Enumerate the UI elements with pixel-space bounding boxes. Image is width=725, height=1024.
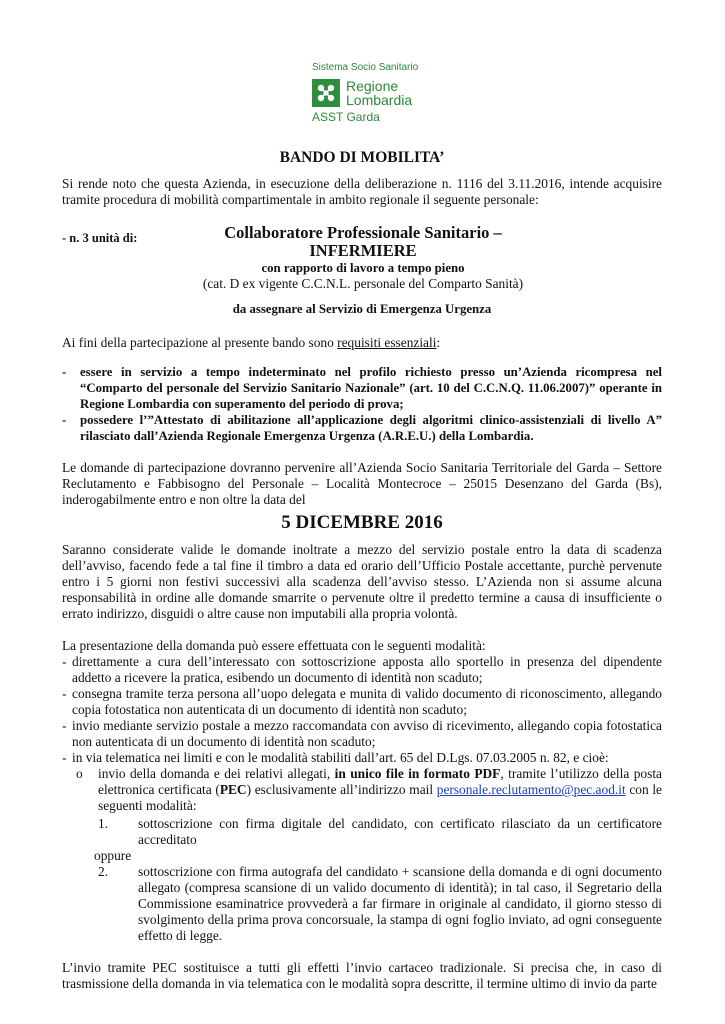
modalities-list xyxy=(62,654,662,766)
lombardia-rose-icon xyxy=(312,79,340,107)
requirements-lead: Ai fini della partecipazione al presente bando sono requisiti essenziali: xyxy=(62,335,441,350)
postal-paragraph: Saranno considerate valide le domande inoltrate a mezzo del servizio postale entro la data di scadenza dell’avviso, facendo fede a tal fine il timbro a data ed orario dell’Ufficio Postale accettante, purchè pervenute entro i 5 giorni non festivi successivi alla scadenza dell’avviso stesso. L’Azienda non si assume alcuna responsabilità in ordine alle domande smarrite o pervenute oltre il predetto termine a causa di insufficiente o errato indirizzo, disguidi o altre cause non imputabili alla propria volontà. xyxy=(62,542,662,621)
deadline-intro: Le domande di partecipazione dovranno pervenire all’Azienda Socio Sanitaria Territoriale del Garda – Settore Reclutamento e Fabbisogno del Personale – Località Montecroce – 25015 Desenzano del Garda (Bs), inderogabilmente entro e non oltre la data del xyxy=(62,460,662,507)
option-item: 1. sottoscrizione con firma digitale del candidato, con certificato rilasciato da un certificatore accreditato xyxy=(98,816,662,847)
regione-lombardia-logo xyxy=(312,62,442,124)
role-title: Collaboratore Professionale Sanitario – INFERMIERE xyxy=(224,223,502,260)
document-body xyxy=(62,150,662,992)
pec-email-link[interactable]: personale.reclutamento@pec.aod.it xyxy=(436,782,626,797)
pec-item: o invio della domanda e dei relativi allegati, in unico file in formato PDF, tramite l’utilizzo della posta elettronica certificata (PEC) esclusivamente all’indirizzo mail personale.reclutamento@pec.aod.it con le seguenti modalità: xyxy=(76,766,663,813)
asst-label: ASST Garda xyxy=(312,110,380,124)
contract-type: con rapporto di lavoro a tempo pieno xyxy=(261,261,465,275)
system-label: Sistema Socio Sanitario xyxy=(312,62,419,73)
requirements-underlined: requisiti essenziali xyxy=(337,335,437,350)
list-item: - possedere l’”Attestato di abilitazione all’applicazione degli algoritmi clinico-assistenziali di livello A” rilasciato dall’Azienda Regionale Emergenza Urgenza (A.R.E.U.) della Lombardia. xyxy=(62,412,662,444)
units-label: - n. 3 unità di: xyxy=(62,231,138,245)
assignment-line: da assegnare al Servizio di Emergenza Urgenza xyxy=(232,302,492,316)
circle-bullet: o xyxy=(76,766,83,781)
list-item: - consegna tramite terza persona all’uopo delegata e munita di valido documento di riconoscimento, allegando copia fotostatica non autenticata di un documento di identità non scaduto; xyxy=(62,686,662,718)
category-line: (cat. D ex vigente C.C.N.L. personale del Comparto Sanità) xyxy=(202,276,524,291)
list-item: - direttamente a cura dell’interessato con sottoscrizione apposta allo sportello in presenza del dipendente addetto a ricevere la pratica, esibendo un documento di identità non scaduto; xyxy=(62,654,662,686)
page-title: BANDO DI MOBILITA’ xyxy=(279,149,445,166)
list-item: - invio mediante servizio postale a mezzo raccomandata con avviso di ricevimento, allegando copia fotostatica non autenticata di un documento di identità non scaduto; xyxy=(62,718,662,750)
oppure-label: oppure xyxy=(94,848,132,863)
list-item: - essere in servizio a tempo indeterminato nel profilo richiesto presso un’Azienda ricompresa nel “Comparto del personale del Servizio Sanitario Nazionale” (art. 10 del C.C.N.Q. 11.06.2007)” operante in Regione Lombardia con superamento del periodo di prova; xyxy=(62,364,662,412)
position-block xyxy=(62,224,662,292)
region-name-line1: Regione xyxy=(346,78,399,94)
list-item: - in via telematica nei limiti e con le modalità stabiliti dall’art. 65 del D.Lgs. 07.03.2005 n. 82, e cioè: xyxy=(62,750,662,766)
requirements-list xyxy=(62,364,662,444)
region-name-line2: Lombardia xyxy=(346,92,413,108)
pec-note: L’invio tramite PEC sostituisce a tutti gli effetti l’invio cartaceo tradizionale. Si precisa che, in caso di trasmissione della domanda in via telematica con le modalità sopra descritte, il termine ultimo di invio da parte xyxy=(62,960,662,991)
intro-paragraph: Si rende noto che questa Azienda, in esecuzione della deliberazione n. 1116 del 3.11.2016, intende acquisire tramite procedura di mobilità compartimentale in ambito regionale il seguente personale: xyxy=(62,176,662,207)
modalities-lead: La presentazione della domanda può essere effettuata con le seguenti modalità: xyxy=(62,638,486,653)
deadline-date: 5 DICEMBRE 2016 xyxy=(281,512,443,533)
option-item: 2. sottoscrizione con firma autografa del candidato + scansione della domanda e di ogni documento allegato (compresa scansione di un valido documento di identità); in tal caso, il Segretario della Commissione esaminatrice provvederà a far firmare in originale al candidato, il giorno stesso di svolgimento della prima prova concorsuale, la stampa di ogni foglio inviato, ad ogni conseguente effetto di legge. xyxy=(98,864,662,943)
